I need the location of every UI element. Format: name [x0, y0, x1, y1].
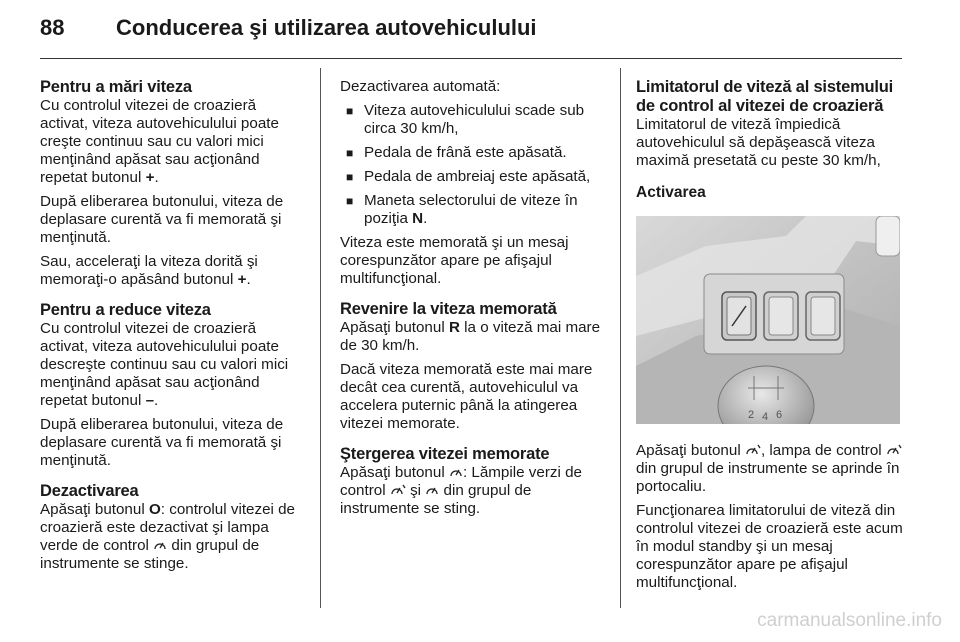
- off-icon: O: [148, 501, 161, 518]
- bullet-icon: ■: [346, 194, 354, 208]
- column-middle: [340, 78, 610, 524]
- paragraph: Dezactivarea automată:: [340, 78, 501, 95]
- speed-limiter-icon: [745, 444, 761, 456]
- paragraph: Funcţionarea limitatorului de viteză din controlul vitezei de croazieră este acum în modul standby şi un mesaj corespunzător apare pe afişajul multifuncţional.: [636, 502, 903, 591]
- minus-icon: –: [145, 392, 155, 409]
- subheading-activation: Activarea: [636, 184, 706, 201]
- page-header: [0, 0, 960, 62]
- watermark: carmanualsonline.info: [757, 610, 942, 631]
- page-number: 88: [40, 15, 65, 40]
- paragraph: Dacă viteza memorată este mai mare decât cea curentă, autovehiculul va accelera puternic până la atingerea vitezei memorate.: [340, 361, 593, 432]
- header-rule: [40, 58, 902, 59]
- paragraph: După eliberarea butonului, viteza de deplasare curentă va fi memorată şi menţinută.: [40, 416, 284, 469]
- column-divider: [320, 68, 321, 608]
- paragraph: Viteza este memorată şi un mesaj corespunzător apare pe afişajul multifuncţional.: [340, 234, 569, 287]
- speed-limiter-icon: [390, 484, 406, 496]
- list-item: ■ Viteza autovehiculului scade sub circa 30 km/h,: [346, 102, 585, 137]
- auto-deactivation-list: [340, 102, 610, 228]
- paragraph: Sau, acceleraţi la viteza dorită şi memoraţi-o apăsând butonul +.: [40, 253, 258, 288]
- column-right: [636, 78, 904, 598]
- cruise-control-icon: [449, 466, 463, 478]
- list-item: ■ Maneta selectorului de viteze în poziţia N.: [346, 192, 578, 227]
- paragraph: După eliberarea butonului, viteza de deplasare curentă va fi memorată şi menţinută.: [40, 193, 284, 246]
- paragraph: Apăsaţi butonul O: controlul vitezei de croazieră este dezactivat şi lampa verde de control din grupul de instrumente se stinge.: [40, 501, 296, 572]
- plus-icon: +: [145, 169, 155, 186]
- list-item: ■ Pedala de ambreiaj este apăsată,: [346, 168, 591, 185]
- heading-resume-speed: Revenire la viteza memorată: [340, 300, 557, 318]
- paragraph: Cu controlul vitezei de croazieră activat, viteza autovehiculului poate creşte continuu sau cu valori mici menţinând apăsat sau acţionând repetat butonul +.: [40, 97, 279, 186]
- paragraph: Limitatorul de viteză împiedică autovehiculul să depăşească viteza maximă presetată cu peste 30 km/h,: [636, 116, 881, 169]
- page-title: Conducerea şi utilizarea autovehiculului: [116, 15, 537, 40]
- paragraph: Apăsaţi butonul , lampa de control din grupul de instrumente se aprinde în portocaliu.: [636, 442, 904, 496]
- list-item: ■ Pedala de frână este apăsată.: [346, 144, 567, 161]
- speed-limiter-icon: [886, 444, 902, 456]
- heading-deactivation: Dezactivarea: [40, 482, 139, 500]
- dashboard-photo: [636, 216, 900, 424]
- svg-text:6: 6: [776, 409, 783, 421]
- svg-text:4: 4: [762, 411, 769, 423]
- bullet-icon: ■: [346, 170, 354, 184]
- cruise-control-icon: [425, 484, 439, 496]
- bullet-icon: ■: [346, 146, 354, 160]
- column-divider: [620, 68, 621, 608]
- heading-clear-speed: Ştergerea vitezei memorate: [340, 445, 550, 463]
- cruise-control-icon: [153, 539, 167, 551]
- paragraph: Apăsaţi butonul : Lămpile verzi de control şi din grupul de instrumente se sting.: [340, 464, 582, 517]
- heading-increase-speed: Pentru a mări viteza: [40, 78, 192, 96]
- svg-text:2: 2: [748, 409, 755, 421]
- column-left: [40, 78, 308, 579]
- heading-speed-limiter: Limitatorul de viteză al sistemului de control al vitezei de croazieră: [636, 78, 894, 115]
- paragraph: Cu controlul vitezei de croazieră activat, viteza autovehiculului poate descreşte continuu sau cu valori mici menţinând apăsat sau acţionând repetat butonul –.: [40, 320, 289, 409]
- paragraph: Apăsaţi butonul R la o viteză mai mare de 30 km/h.: [340, 319, 601, 354]
- plus-icon: +: [237, 271, 247, 288]
- heading-reduce-speed: Pentru a reduce viteza: [40, 301, 211, 319]
- bullet-icon: ■: [346, 104, 354, 118]
